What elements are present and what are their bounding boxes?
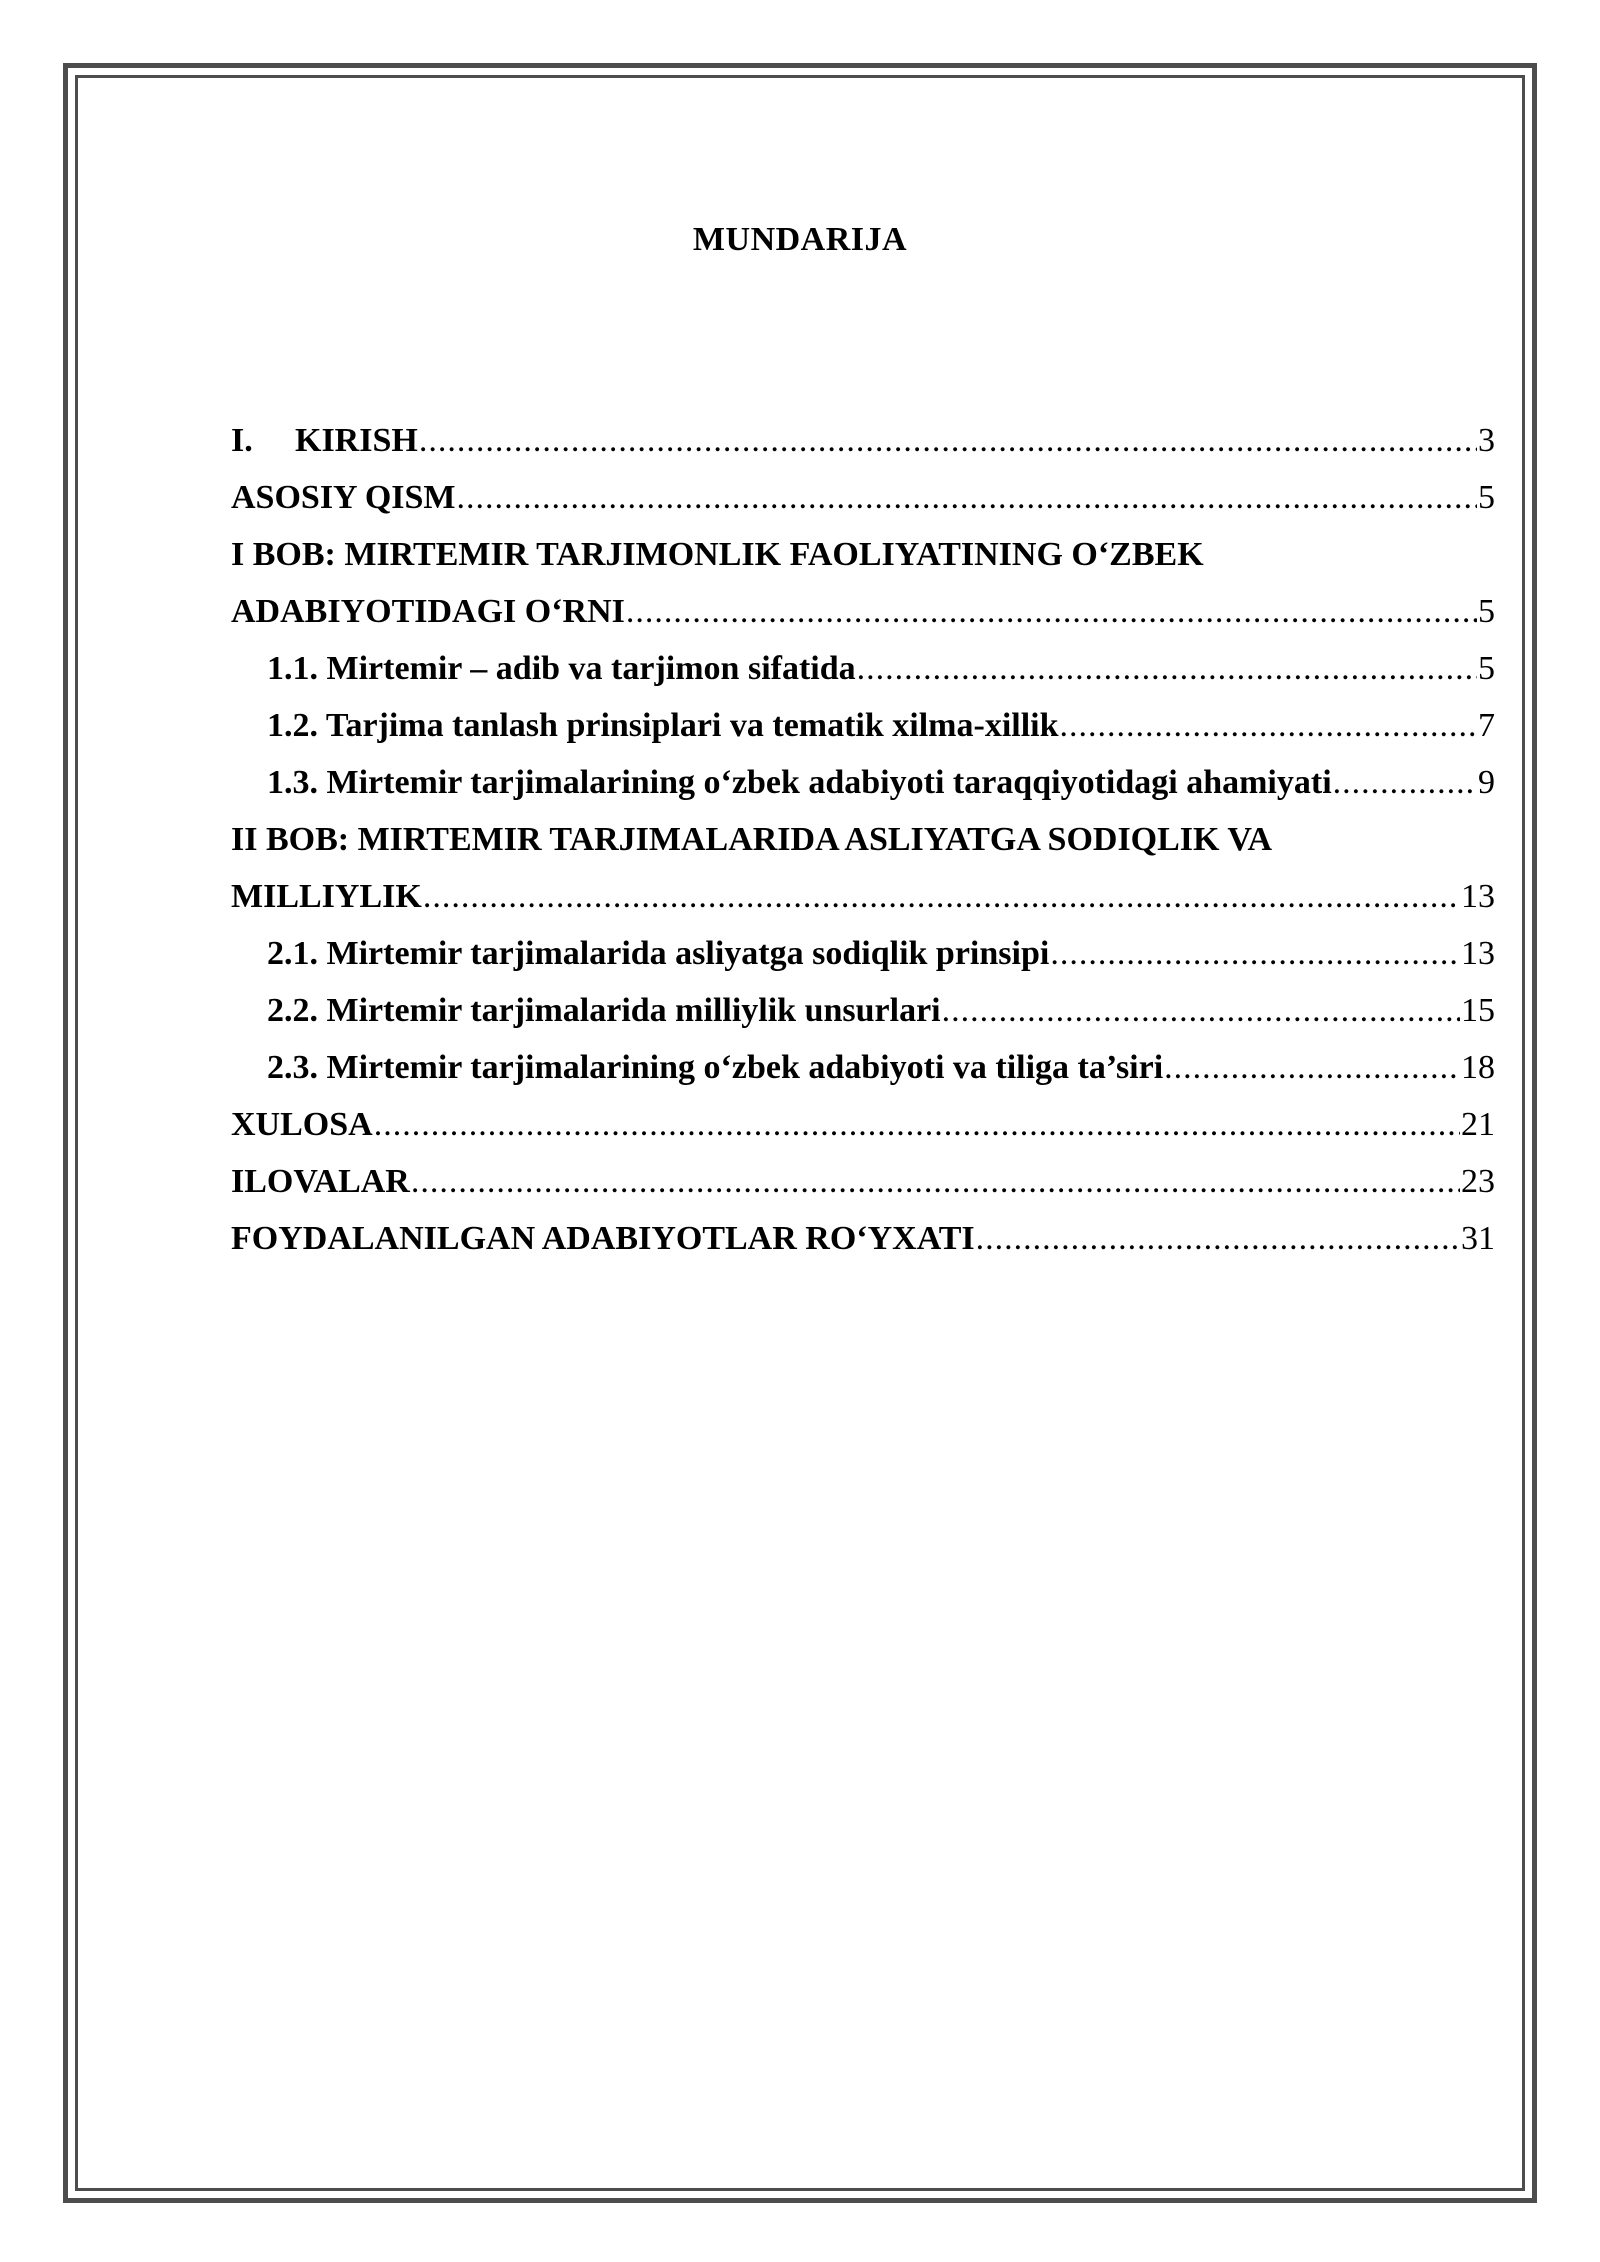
dot-leader [942,982,1460,1039]
toc-entry-title: 2.1. Mirtemir tarjimalarida asliyatga sodiqlik prinsipi [267,935,1050,972]
toc-page-number: 5 [1478,593,1495,630]
dot-leader [857,640,1477,697]
toc-entry-title: ADABIYOTIDAGI O‘RNI [231,593,625,630]
toc-entry-kirish[interactable] [231,412,1495,469]
dot-leader [1164,1039,1460,1096]
toc-entry-section-1-2[interactable] [231,697,1495,754]
toc-page-number: 13 [1461,878,1495,915]
toc-entry-title-line1: II BOB: MIRTEMIR TARJIMALARIDA ASLIYATGA SODIQLIK VA [231,821,1273,858]
toc-entry-title: FOYDALANILGAN ADABIYOTLAR RO‘YXATI [231,1220,975,1257]
toc-entry-section-2-1[interactable] [231,925,1495,982]
toc-entry-title: 1.2. Tarjima tanlash prinsiplari va tematik xilma-xillik [267,707,1059,744]
toc-page-number: 31 [1461,1220,1495,1257]
toc-entry-section-1-1[interactable] [231,640,1495,697]
dot-leader [1060,697,1477,754]
toc-entry-title: ILOVALAR [231,1163,410,1200]
dot-leader [374,1096,1460,1153]
toc-entry-title: 2.3. Mirtemir tarjimalarining o‘zbek adabiyoti va tiliga ta’siri [267,1049,1164,1086]
dot-leader [419,412,1477,469]
toc-entry-chapter-2[interactable] [231,811,1495,925]
toc-entry-number: I. [231,422,253,459]
dot-leader [1050,925,1460,982]
toc-page-number: 21 [1461,1106,1495,1143]
dot-leader [457,469,1477,526]
toc-page-number: 23 [1461,1163,1495,1200]
toc-page-number: 9 [1478,764,1495,801]
toc-entry-title: 1.1. Mirtemir – adib va tarjimon sifatida [267,650,856,687]
toc-page-number: 5 [1478,479,1495,516]
toc-entry-title: 1.3. Mirtemir tarjimalarining o‘zbek adabiyoti taraqqiyotidagi ahamiyati [267,764,1332,801]
toc-page-number: 13 [1461,935,1495,972]
toc-page-number: 3 [1478,422,1495,459]
dot-leader [976,1210,1460,1267]
toc-entry-title: 2.2. Mirtemir tarjimalarida milliylik unsurlari [267,992,941,1029]
toc-entry-section-1-3[interactable] [231,754,1495,811]
toc-entry-bibliography[interactable] [231,1210,1495,1267]
toc-entry-title-line1: I BOB: MIRTEMIR TARJIMONLIK FAOLIYATINING O‘ZBEK [231,536,1204,573]
toc-entry-section-2-3[interactable] [231,1039,1495,1096]
toc-entry-ilovalar[interactable] [231,1153,1495,1210]
dot-leader [626,583,1477,640]
toc-entry-title: ASOSIY QISM [231,479,456,516]
toc-entry-title: XULOSA [231,1106,373,1143]
toc-entry-xulosa[interactable] [231,1096,1495,1153]
toc-entry-title: KIRISH [295,422,418,459]
dot-leader [411,1153,1460,1210]
toc-entry-section-2-2[interactable] [231,982,1495,1039]
toc-page-number: 18 [1461,1049,1495,1086]
toc-page-number: 7 [1478,707,1495,744]
dot-leader [423,868,1460,925]
dot-leader [1333,754,1477,811]
toc-page-number: 5 [1478,650,1495,687]
document-title: MUNDARIJA [692,221,908,258]
toc-page-number: 15 [1461,992,1495,1029]
toc-entry-chapter-1[interactable] [231,526,1495,640]
toc-entry-asosiy-qism[interactable] [231,469,1495,526]
toc-entry-title: MILLIYLIK [231,878,422,915]
table-of-contents [231,412,1495,1267]
